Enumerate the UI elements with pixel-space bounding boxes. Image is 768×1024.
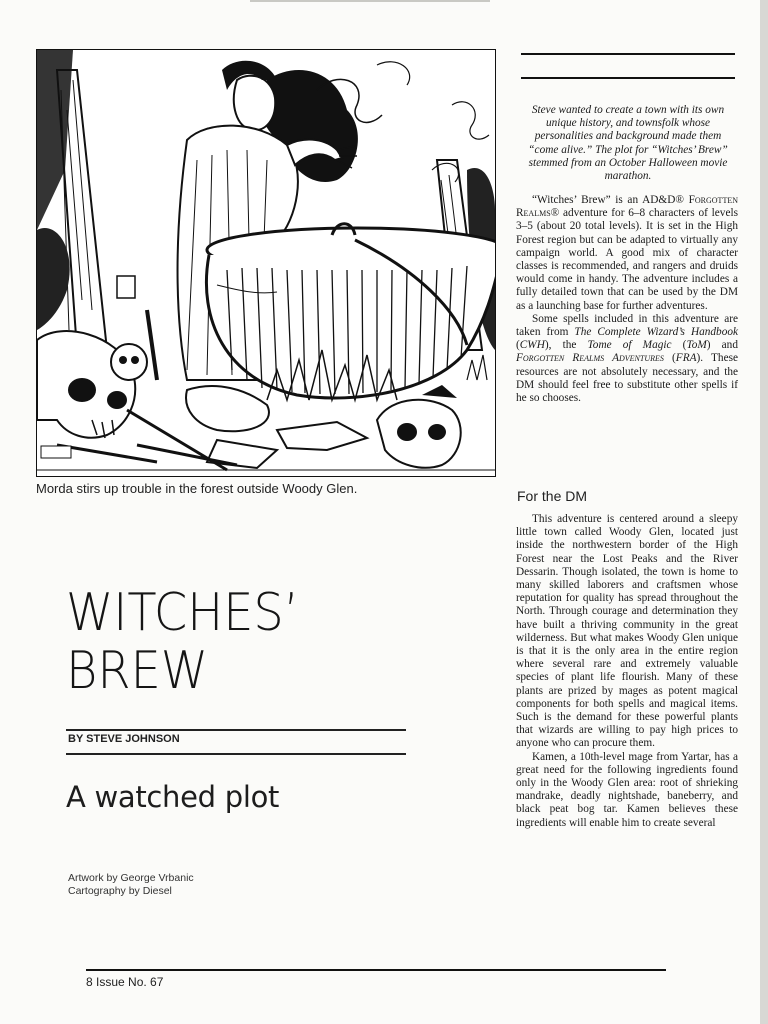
tom-abbr: ToM [686,339,707,352]
byline: BY STEVE JOHNSON [68,733,180,745]
cwh-title: The Complete Wizard’s Handbook [574,326,739,339]
fra-title: Forgotten Realms Adventures [516,352,664,365]
para1-setting-name: Forgotten Realms [516,194,738,220]
woody-glen-paragraph: This adventure is centered around a sleepy little town called Woody Glen, located just inside the northwestern border of the High Forest near the Lost Peaks and the River Dessarin. Though isolated, the town is home to many skilled laborers and craftsmen whose reputation for quality has spread throughout the North. Through courage and determination they have built a thriving community in the great wilderness. But what makes Woody Glen unique is that it is the only area in the entire region where several rare and extremely valuable species of plant life flourish. Many of these plants are prized by mages as potent magical components for both spells and magical items. Such is the demand for these powerful plants that wizards are willing to pay high prices to anyone who can procure them. [516,513,738,750]
article-title [66,584,452,700]
header-rule-bottom [521,77,735,79]
page-footer: 8 Issue No. 67 [86,975,164,989]
section-heading-for-the-dm: For the DM [517,488,588,504]
para2-text-e: ) and [706,339,738,352]
para2-text-f: ( [663,352,676,365]
byline-rule-top [66,729,406,731]
page-binding-edge [760,0,768,1024]
header-rule-top [521,53,735,55]
credits [68,872,194,898]
para2-text-c: ), the [544,339,588,352]
tom-title: Tome of Magic [587,339,672,352]
artwork-credit: Artwork by George Vrbanic [68,872,194,884]
para1-text-b: ® adventure for 6–8 characters of levels 3–5 (about 20 total levels). It is set in the High Forest region but can be adapted to virtually any campaign world. A good mix of character classes is recommended, and rangers and druids would come in handy. The adventure includes a fully detailed town that can be used by the DM as a launching base for further adventures. [516,207,738,312]
illustration-drawing [37,50,495,476]
illustration-caption: Morda stirs up trouble in the forest outside Woody Glen. [36,481,358,496]
overview-paragraph [516,194,738,313]
para2-text-a: Some spells included in this adventure are taken from [516,312,738,339]
article-column-top [516,194,738,405]
article-title-line2: BREW [66,641,209,701]
cartography-credit: Cartography by Diesel [68,885,172,897]
footer-rule [86,969,666,971]
kamen-paragraph: Kamen, a 10th-level mage from Yartar, has a great need for the following ingredients found only in the Woody Glen area: root of shrieking mandrake, deadly nightshade, baneberry, and black peat bog tar. Kamen believes these ingredients will enable him to create several [516,750,738,829]
page-edge-mark [250,0,490,2]
cwh-abbr: CWH [519,339,545,352]
article-column-bottom [516,513,738,830]
fra-abbr: FRA [675,352,697,365]
para2-text-g: ). These resources are not absolutely necessary, and the DM should feel free to substitute other spells if he so chooses. [516,352,738,405]
spell-sources-paragraph [516,313,738,405]
para2-text-b: ( [516,339,520,352]
byline-rule-bottom [66,753,406,755]
article-subtitle: A watched plot [66,780,280,814]
article-title-line1: WITCHES’ [66,583,300,643]
author-intro-blurb: Steve wanted to create a town with its own unique history, and townsfolk whose personalities and background made them “come alive.” The plot for “Witches’ Brew” stemmed from an October Halloween movie marathon. [528,104,728,183]
para1-text-a: “Witches’ Brew” is an AD&D® [532,194,689,206]
witch-cauldron-illustration [36,49,496,477]
para2-text-d: ( [671,339,687,352]
